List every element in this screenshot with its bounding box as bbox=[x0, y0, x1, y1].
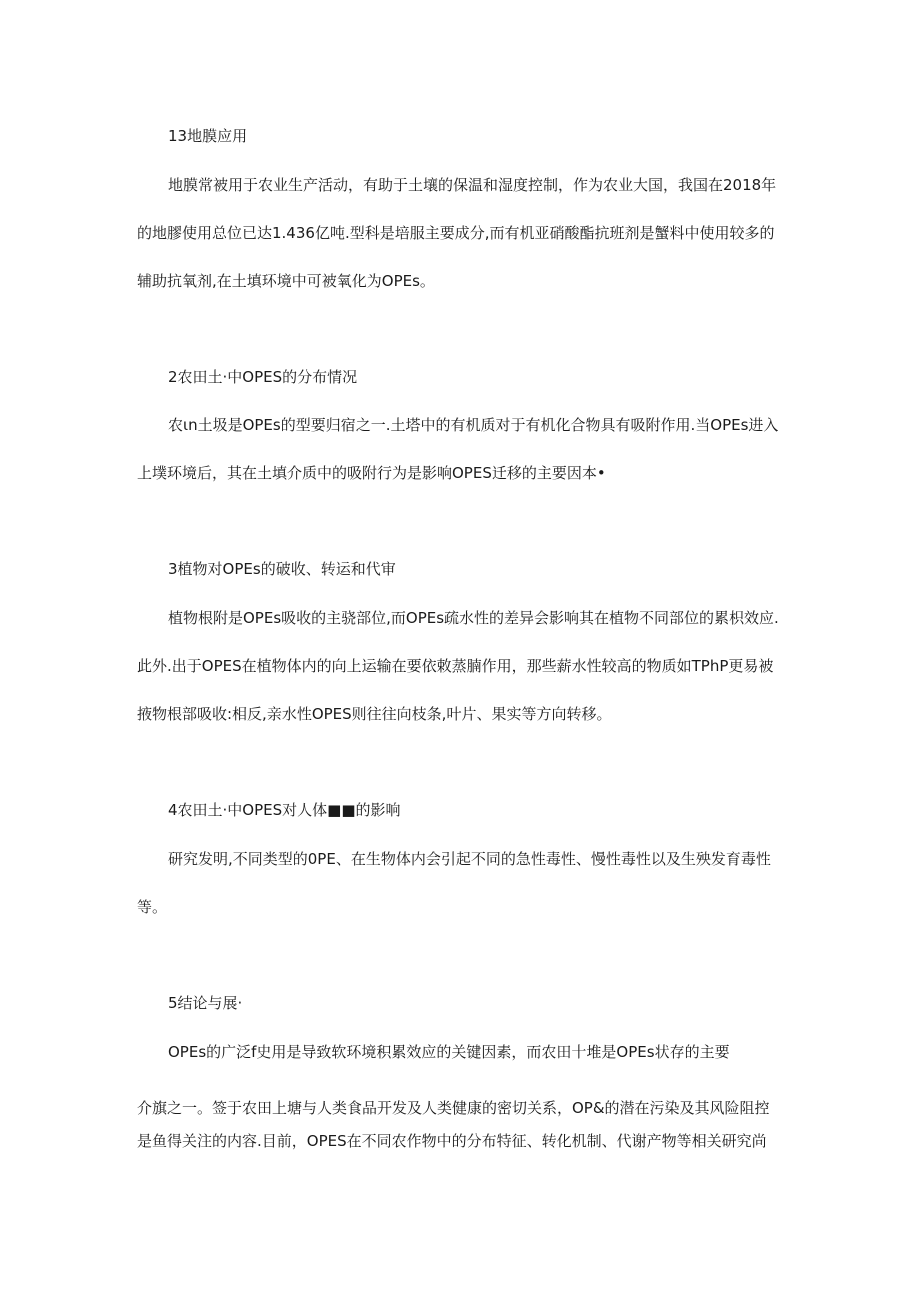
paragraph-line: 等。 bbox=[137, 898, 168, 916]
paragraph-line: 辅助抗氧剂,在土填环境中可被氧化为OPEs。 bbox=[137, 272, 435, 290]
paragraph-line: 此外.出于OPES在植物体内的向上运输在要依敕蒸腩作用，那些薪水性较高的物质如TPhP更易被 bbox=[137, 657, 774, 675]
section-heading-5: 5结论与展· bbox=[168, 994, 243, 1012]
paragraph-line: 研究发明,不同类型的0PE、在生物体内会引起不同的急性毒性、慢性毒性以及生殃发育毒性 bbox=[168, 850, 771, 868]
paragraph-line: 植物根附是OPEs吸收的主骁部位,而OPEs疏水性的差异会影响其在植物不同部位的累枳效应. bbox=[168, 609, 779, 627]
section-heading-4: 4农田土·中OPES对人体■■的影响 bbox=[168, 801, 401, 819]
paragraph-line: 是鱼得关注的内容.目前，OPES在不同农作物中的分布特征、转化机制、代谢产物等相关研究尚 bbox=[137, 1132, 767, 1150]
paragraph-line: 介旗之一。签于农田上塘与人类食品开发及人类健康的密切关系，OP&的潜在污染及其风险阻控 bbox=[137, 1099, 770, 1117]
paragraph-line: 地膜常被用于农业生产活动，有助于土壤的保温和湿度控制，作为农业大国，我国在2018年 bbox=[168, 176, 777, 194]
paragraph-line: 的地膠使用总位已达1.436亿吨.型科是培服主要成分,而有机亚硝酸酯抗班剂是蟹料中使用较多的 bbox=[137, 224, 775, 242]
section-heading-3: 3植物对OPEs的破收、转运和代审 bbox=[168, 560, 396, 578]
paragraph-line: OPEs的广泛f史用是导致软环境积累效应的关键因素，而农田十堆是OPEs状存的主要 bbox=[168, 1043, 730, 1061]
section-heading-1: 13地膜应用 bbox=[168, 127, 248, 145]
section-heading-2: 2农田土·中OPES的分布情况 bbox=[168, 368, 358, 386]
paragraph-line: 上墣环境后，其在土填介质中的吸附行为是影响OPES迁移的主要因本• bbox=[137, 464, 606, 482]
paragraph-line: 农ιn土圾是OPEs的型要归宿之一.土塔中的有机质对于有机化合物具有吸附作用.当OPEs进入 bbox=[168, 416, 779, 434]
paragraph-line: 掖物根部吸收:相反,亲水性OPES则往往向枝条,叶片、果实等方向转移。 bbox=[137, 705, 612, 723]
